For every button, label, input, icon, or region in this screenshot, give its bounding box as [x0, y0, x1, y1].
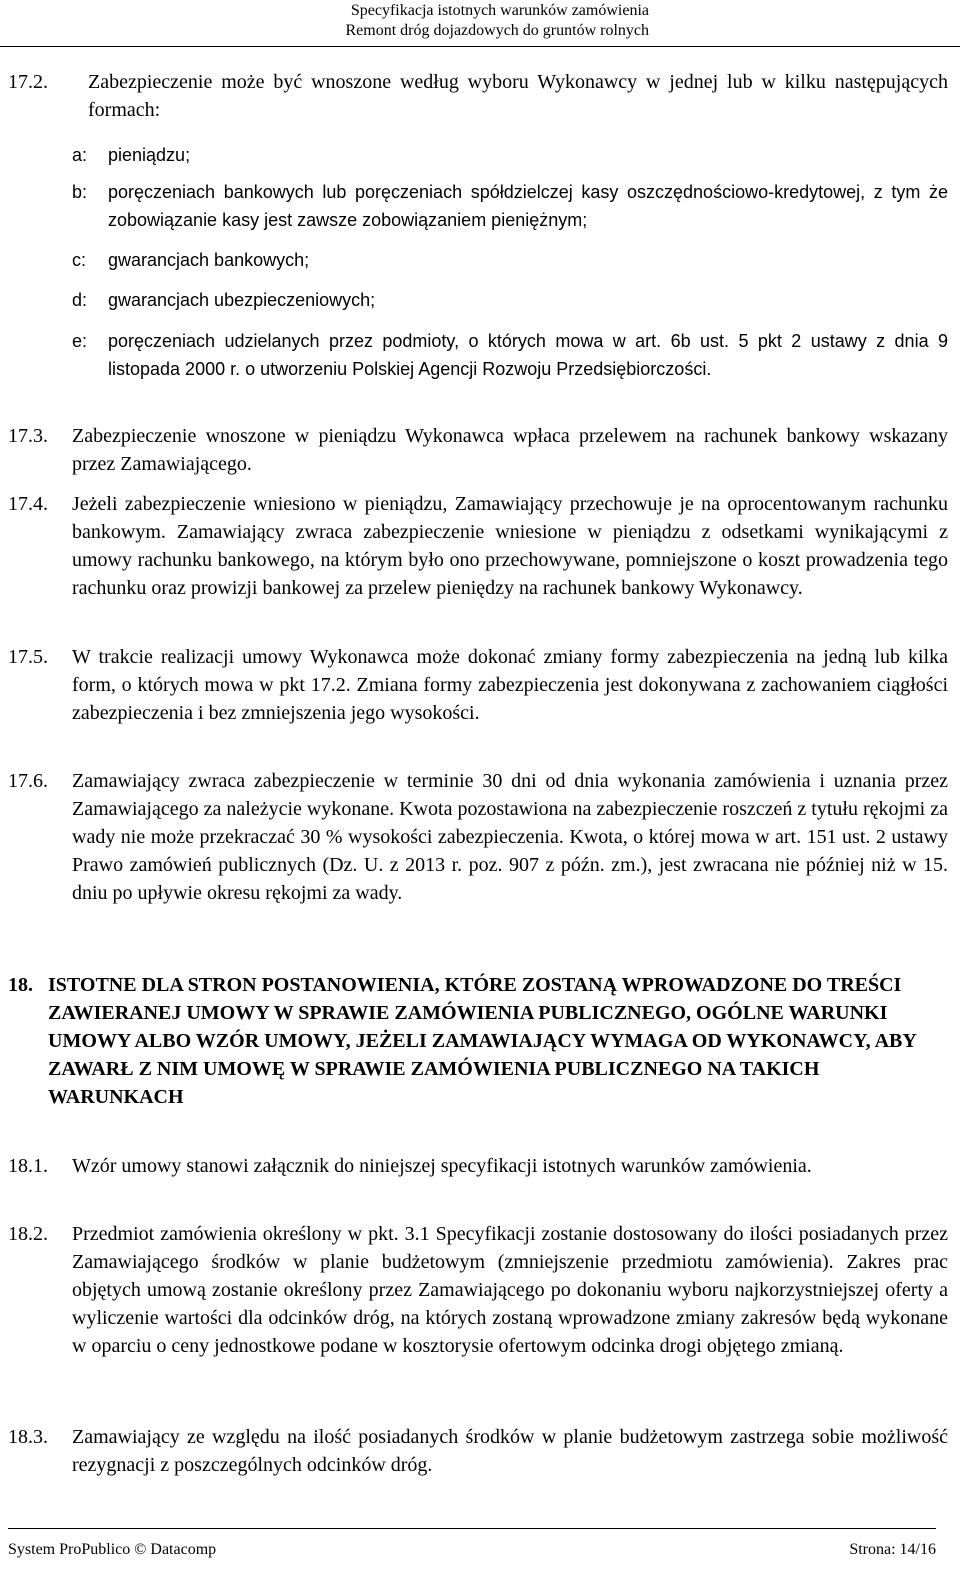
section-17-3-text: Zabezpieczenie wnoszone w pieniądzu Wykonawca wpłaca przelewem na rachunek bankowy wskazany przez Zamawiającego.: [72, 425, 948, 475]
section-number-17-2: 17.2.: [8, 71, 48, 93]
section-number-18: 18.: [8, 974, 33, 996]
header-title: Specyfikacja istotnych warunków zamówienia: [350, 2, 649, 19]
list-letter-e: e:: [72, 331, 88, 351]
section-number-17-6: 17.6.: [8, 770, 48, 792]
list-letter-b: b:: [72, 182, 88, 202]
footer-page-number: Strona: 14/16: [849, 1541, 936, 1558]
list-item-e: poręczeniach udzielanych przez podmioty, o których mowa w art. 6b ust. 5 pkt 2 ustawy z dnia 9 listopada 2000 r. o utworzeniu Polskiej Agencji Rozwoju Przedsiębiorczości.: [108, 331, 948, 379]
section-number-17-5: 17.5.: [8, 646, 48, 668]
section-17-4-text: Jeżeli zabezpieczenie wniesiono w pieniądzu, Zamawiający przechowuje je na oprocentowanym rachunku bankowym. Zamawiający zwraca zabezpieczenie wniesione w pieniądzu z odsetkami wynikającymi z umowy rachunku bankowego, na którym było ono przechowywane, pomniejszone o koszt prowadzenia tego rachunku oraz prowizji bankowej za przelew pieniędzy na rachunek bankowy Wykonawcy.: [72, 493, 948, 599]
list-letter-a: a:: [72, 145, 88, 165]
section-number-17-4: 17.4.: [8, 493, 48, 515]
footer-system: System ProPublico © Datacomp: [8, 1541, 217, 1558]
page-footer: [8, 1528, 936, 1569]
list-item-a: pieniądzu;: [108, 145, 191, 165]
list-item-c: gwarancjach bankowych;: [108, 250, 310, 270]
section-18-1-text: Wzór umowy stanowi załącznik do niniejszej specyfikacji istotnych warunków zamówienia.: [72, 1155, 812, 1177]
list-letter-d: d:: [72, 290, 88, 310]
section-number-18-2: 18.2.: [8, 1223, 48, 1245]
section-18-3-text: Zamawiający ze względu na ilość posiadanych środków w planie budżetowym zastrzega sobie możliwość rezygnacji z poszczególnych odcinków dróg.: [72, 1426, 948, 1476]
section-18-2-text: Przedmiot zamówienia określony w pkt. 3.1 Specyfikacji zostanie dostosowany do ilości posiadanych przez Zamawiającego środków w planie budżetowym (zmniejszenie przedmiotu zamówienia). Zakres prac objętych umową zostanie określony przez Zamawiającego po dokonaniu wyboru najkorzystniejszej oferty a wyliczenie wartości dla odcinków dróg, na których zostaną wprowadzone zmiany zakresów będą wykonane w oparciu o ceny jednostkowe podane w kosztorysie ofertowym odcinka drogi objętego zmianą.: [72, 1223, 948, 1357]
section-number-18-1: 18.1.: [8, 1155, 48, 1177]
section-number-18-3: 18.3.: [8, 1426, 48, 1448]
section-17-2-intro: Zabezpieczenie może być wnoszone według wyboru Wykonawcy w jednej lub w kilku następujących formach:: [88, 71, 948, 121]
list-letter-c: c:: [72, 250, 87, 270]
list-item-d: gwarancjach ubezpieczeniowych;: [108, 290, 376, 310]
section-17-5-text: W trakcie realizacji umowy Wykonawca może dokonać zmiany formy zabezpieczenia na jedną lub kilka form, o których mowa w pkt 17.2. Zmiana formy zabezpieczenia jest dokonywana z zachowaniem ciągłości zabezpieczenia i bez zmniejszenia jego wysokości.: [72, 646, 948, 724]
header-subtitle: Remont dróg dojazdowych do gruntów rolnych: [345, 22, 649, 39]
section-17-6-text: Zamawiający zwraca zabezpieczenie w terminie 30 dni od dnia wykonania zamówienia i uznania przez Zamawiającego za należycie wykonane. Kwota pozostawiona na zabezpieczenie roszczeń z tytułu rękojmi za wady nie może przekraczać 30 % wysokości zabezpieczenia. Kwota, o której mowa w art. 151 ust. 2 ustawy Prawo zamówień publicznych (Dz. U. z 2013 r. poz. 907 z późn. zm.), jest zwracana nie później niż w 15. dniu po upływie okresu rękojmi za wady.: [72, 770, 948, 904]
list-item-b: poręczeniach bankowych lub poręczeniach spółdzielczej kasy oszczędnościowo-kredytowej, z tym że zobowiązanie kasy jest zawsze zobowiązaniem pieniężnym;: [108, 182, 948, 230]
section-number-17-3: 17.3.: [8, 425, 48, 447]
page-header: [0, 0, 960, 47]
section-18-heading: ISTOTNE DLA STRON POSTANOWIENIA, KTÓRE ZOSTANĄ WPROWADZONE DO TREŚCI ZAWIERANEJ UMOWY W SPRAWIE ZAMÓWIENIA PUBLICZNEGO, OGÓLNE WARUNKI UMOWY ALBO WZÓR UMOWY, JEŻELI ZAMAWIAJĄCY WYMAGA OD WYKONAWCY, ABY ZAWARŁ Z NIM UMOWĘ W SPRAWIE ZAMÓWIENIA PUBLICZNEGO NA TAKICH WARUNKACH: [48, 974, 917, 1108]
